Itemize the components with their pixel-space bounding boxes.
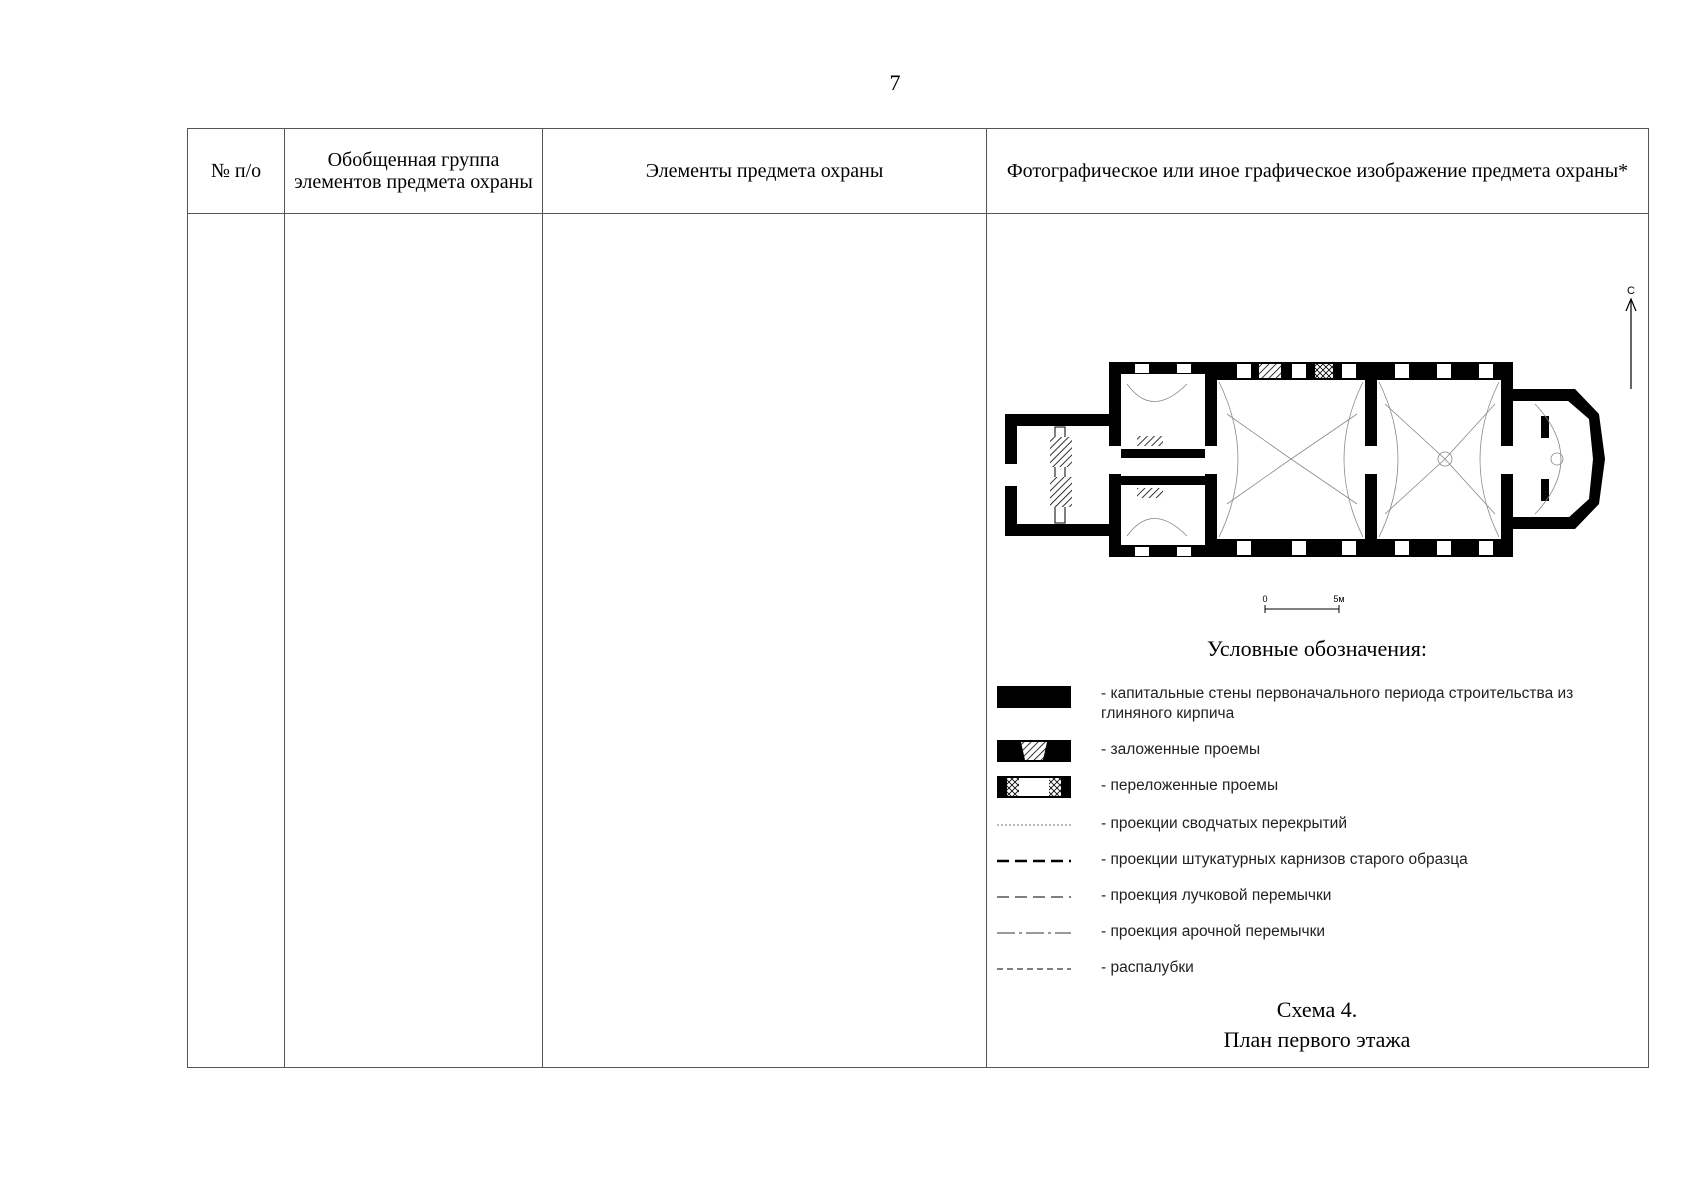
cell-image <box>987 214 1649 1068</box>
header-number: № п/о <box>188 129 285 214</box>
legend-item <box>997 814 1637 836</box>
vault-projection-swatch <box>997 814 1071 836</box>
table-row <box>188 214 1649 1068</box>
cell-number <box>188 214 285 1068</box>
vault-projections <box>1127 382 1563 537</box>
legend-item-label: - проекция арочной перемычки <box>1101 923 1326 940</box>
north-label: С <box>1627 285 1635 297</box>
scale-end-label: 5м <box>1333 594 1345 604</box>
cell-elements <box>543 214 987 1068</box>
legend-item <box>997 776 1637 798</box>
scale-start-label: 0 <box>1262 594 1268 604</box>
legend-item <box>997 886 1637 908</box>
legend-item-label: - проекция лучковой перемычки <box>1101 887 1332 904</box>
scale-bar <box>1262 594 1344 613</box>
header-image: Фотографическое или иное графическое изображение предмета охраны* <box>987 129 1649 214</box>
segmental-lintel-swatch <box>997 886 1071 908</box>
building-plan <box>1005 362 1605 557</box>
legend-item-label: - заложенные проемы <box>1101 741 1261 758</box>
legend-item-label: - проекции штукатурных карнизов старого образца <box>1101 851 1468 868</box>
figure-caption-title: План первого этажа <box>1223 1027 1411 1052</box>
legend-item-label: - распалубки <box>1101 959 1194 976</box>
lunette-swatch <box>997 958 1071 980</box>
legend-item-label: - капитальные стены первоначального периода строительства из глиняного кирпича <box>1101 685 1574 722</box>
legend-item <box>997 740 1637 762</box>
filled-opening-swatch <box>997 740 1071 762</box>
legend-item-label: - переложенные проемы <box>1101 777 1279 794</box>
table-header-row <box>188 129 1649 214</box>
cell-group <box>285 214 543 1068</box>
capital-wall-swatch <box>997 686 1071 708</box>
legend-item <box>997 850 1637 872</box>
legend-item-label: - проекции сводчатых перекрытий <box>1101 815 1348 832</box>
header-group: Обобщенная группа элементов предмета охраны <box>285 129 543 214</box>
figure-caption-number: Схема 4. <box>1276 997 1358 1022</box>
legend-item <box>997 922 1637 944</box>
legend-item <box>997 958 1637 980</box>
cornice-projection-swatch <box>997 850 1071 872</box>
header-elements: Элементы предмета охраны <box>543 129 987 214</box>
legend-item <box>997 684 1637 724</box>
legend-title: Условные обозначения: <box>1206 636 1428 661</box>
arch-lintel-swatch <box>997 922 1071 944</box>
page-number: 7 <box>889 70 901 95</box>
north-arrow <box>1626 285 1636 389</box>
protection-table <box>187 128 1649 1068</box>
relaid-opening-swatch <box>997 776 1071 798</box>
